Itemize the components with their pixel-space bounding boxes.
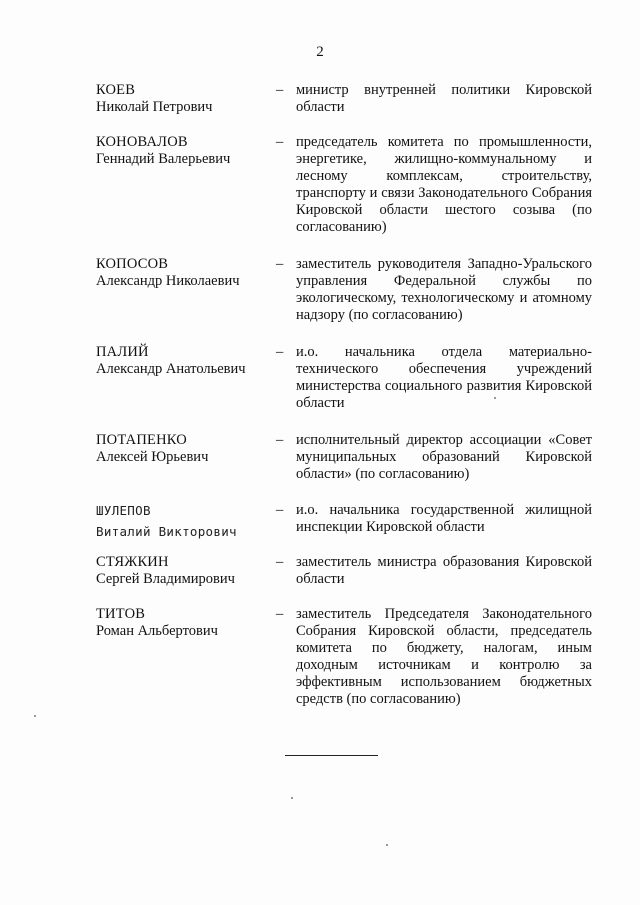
member-surname: КОНОВАЛОВ	[96, 134, 188, 150]
member-surname: ПАЛИЙ	[96, 344, 149, 360]
member-role: и.о. начальника отдела материально-технического обеспечения учреждений министерства социального развития Кировской области	[296, 344, 592, 411]
member-entry	[96, 344, 596, 432]
dash-separator: –	[276, 82, 284, 98]
member-given-names: Александр Николаевич	[96, 273, 240, 289]
dash-separator: –	[276, 432, 284, 448]
dash-separator: –	[276, 344, 284, 360]
member-role: заместитель Председателя Законодательного Собрания Кировской области, председатель комитета по бюджету, налогам, иным доходным источникам и контролю за эффективным использованием бюджетных средств (по согласованию)	[296, 606, 592, 707]
member-entry	[96, 502, 596, 554]
member-given-names: Геннадий Валерьевич	[96, 151, 231, 167]
member-surname: ТИТОВ	[96, 606, 146, 622]
member-entry	[96, 256, 596, 344]
member-role: и.о. начальника государственной жилищной инспекции Кировской области	[296, 502, 592, 535]
dash-separator: –	[276, 502, 284, 518]
dash-separator: –	[276, 256, 284, 272]
member-name	[96, 432, 266, 466]
member-name	[96, 134, 266, 168]
dash-separator: –	[276, 606, 284, 622]
scan-speck	[386, 844, 388, 846]
member-role: заместитель руководителя Западно-Уральского управления Федеральной службы по экологическому, технологическому и атомному надзору (по согласованию)	[296, 256, 592, 323]
member-name	[96, 502, 266, 540]
member-given-names: Алексей Юрьевич	[96, 449, 209, 465]
member-surname: КОЕВ	[96, 82, 136, 98]
member-role: исполнительный директор ассоциации «Совет муниципальных образований Кировской области» (по согласованию)	[296, 432, 592, 482]
member-name	[96, 606, 266, 640]
member-given-names: Сергей Владимирович	[96, 571, 235, 587]
scan-speck	[291, 797, 293, 799]
scan-speck	[34, 715, 36, 717]
dash-separator: –	[276, 554, 284, 570]
member-role: министр внутренней политики Кировской области	[296, 82, 592, 115]
dash-separator: –	[276, 134, 284, 150]
member-entry	[96, 82, 596, 134]
member-entry	[96, 432, 596, 502]
member-given-names: Александр Анатольевич	[96, 361, 246, 377]
member-surname: ШУЛЕПОВ	[96, 503, 151, 518]
member-entry	[96, 606, 596, 716]
closing-rule	[285, 755, 378, 756]
member-role: заместитель министра образования Кировской области	[296, 554, 592, 587]
member-given-names: Николай Петрович	[96, 99, 213, 115]
member-name	[96, 82, 266, 116]
member-given-names: Виталий Викторович	[96, 524, 237, 539]
page-number: 2	[316, 44, 324, 60]
member-entry	[96, 134, 596, 256]
member-name	[96, 554, 266, 588]
member-surname: ПОТАПЕНКО	[96, 432, 187, 448]
member-surname: КОПОСОВ	[96, 256, 169, 272]
member-role: председатель комитета по промышленности, энергетике, жилищно-коммунальному и лесному комплексам, строительству, транспорту и связи Законодательного Собрания Кировской области шестого созыва (по согласованию)	[296, 134, 592, 235]
member-surname: СТЯЖКИН	[96, 554, 169, 570]
member-name	[96, 256, 266, 290]
member-list	[96, 82, 596, 716]
member-given-names: Роман Альбертович	[96, 623, 218, 639]
member-name	[96, 344, 266, 378]
scan-speck	[494, 397, 496, 399]
member-entry	[96, 554, 596, 606]
